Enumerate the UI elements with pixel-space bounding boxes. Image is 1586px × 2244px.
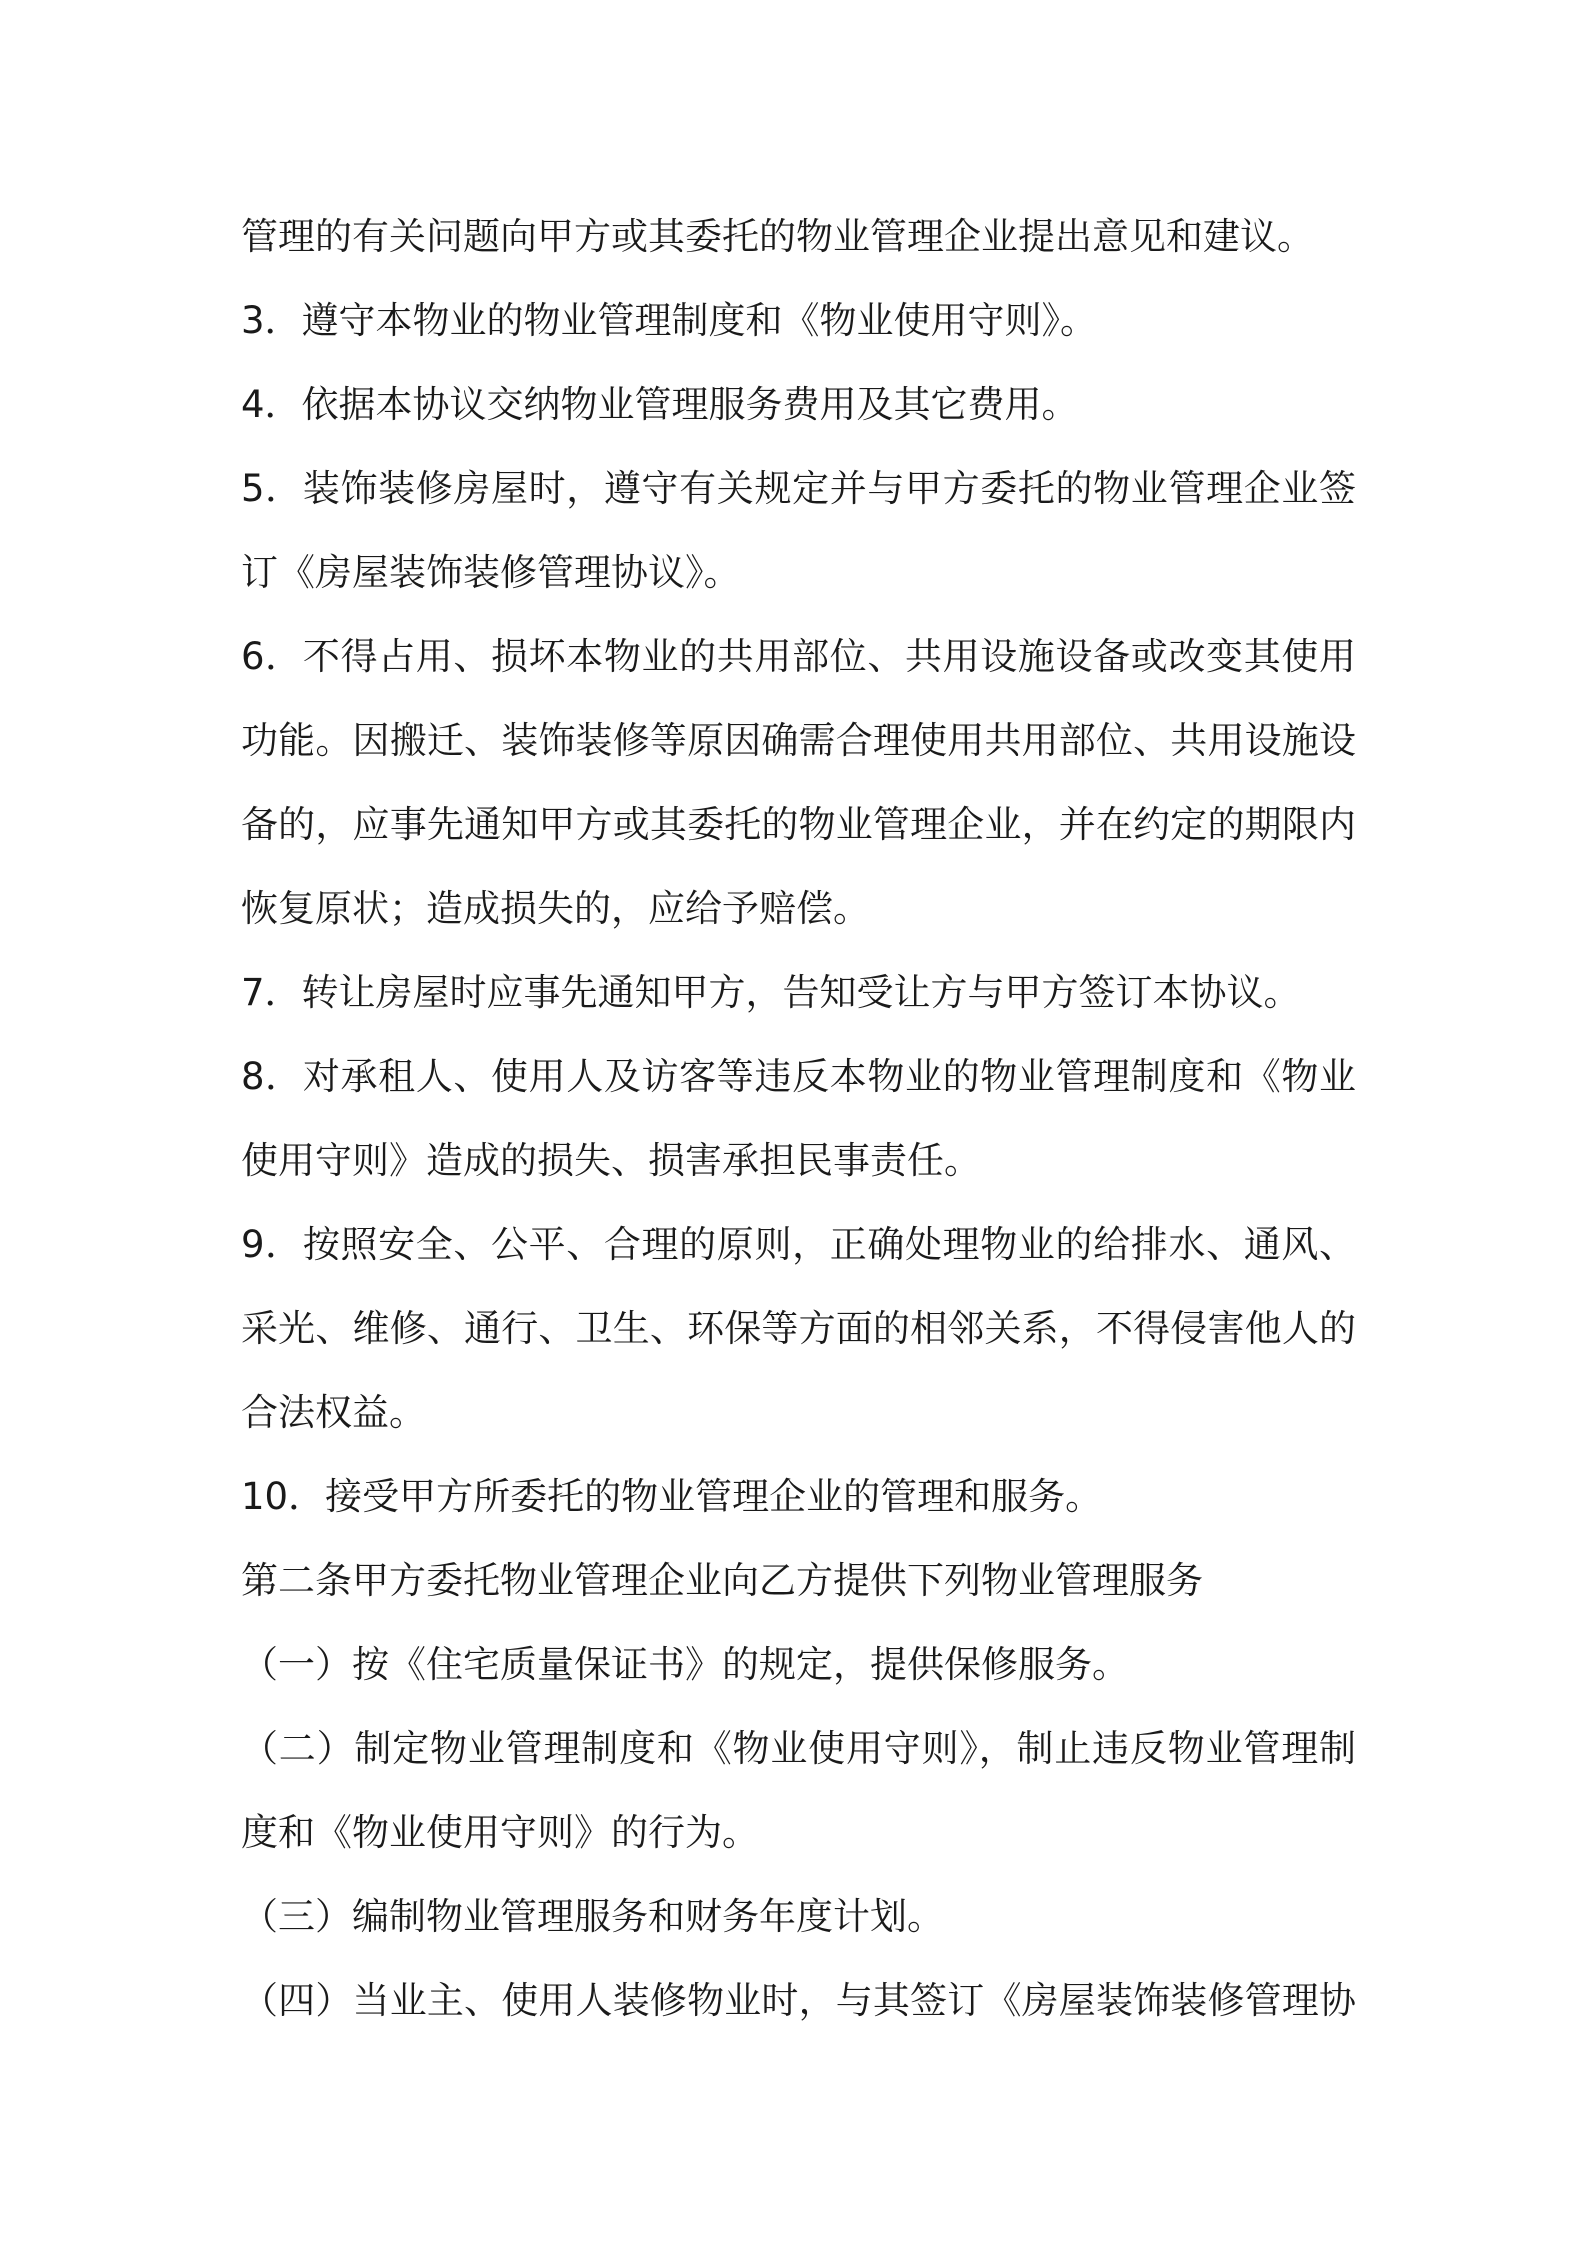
text-line: 功能。因搬迁、装饰装修等原因确需合理使用共用部位、共用设施设 <box>241 719 1356 762</box>
text-line: （四）当业主、使用人装修物业时，与其签订《房屋装饰装修管理协 <box>241 1979 1356 2022</box>
text-line: （三）编制物业管理服务和财务年度计划。 <box>241 1895 944 1938</box>
text-line: 9．按照安全、公平、合理的原则，正确处理物业的给排水、通风、 <box>241 1223 1356 1266</box>
text-line: 合法权益。 <box>241 1391 426 1434</box>
text-line: 6．不得占用、损坏本物业的共用部位、共用设施设备或改变其使用 <box>241 635 1356 678</box>
text-line: 5．装饰装修房屋时，遵守有关规定并与甲方委托的物业管理企业签 <box>241 467 1356 510</box>
text-line: 备的，应事先通知甲方或其委托的物业管理企业，并在约定的期限内 <box>241 803 1356 846</box>
text-line: （一）按《住宅质量保证书》的规定，提供保修服务。 <box>241 1643 1129 1686</box>
text-line: 恢复原状；造成损失的，应给予赔偿。 <box>241 887 870 930</box>
text-line: 10．接受甲方所委托的物业管理企业的管理和服务。 <box>241 1475 1103 1518</box>
section-heading: 第二条甲方委托物业管理企业向乙方提供下列物业管理服务 <box>241 1559 1203 1602</box>
document-body <box>241 195 1356 2043</box>
text-line: 采光、维修、通行、卫生、环保等方面的相邻关系，不得侵害他人的 <box>241 1307 1356 1350</box>
text-line: 度和《物业使用守则》的行为。 <box>241 1811 759 1854</box>
text-line: （二）制定物业管理制度和《物业使用守则》，制止违反物业管理制 <box>241 1727 1356 1770</box>
text-line: 7．转让房屋时应事先通知甲方，告知受让方与甲方签订本协议。 <box>241 971 1301 1014</box>
text-line: 使用守则》造成的损失、损害承担民事责任。 <box>241 1139 981 1182</box>
text-line: 4．依据本协议交纳物业管理服务费用及其它费用。 <box>241 383 1079 426</box>
text-line: 3．遵守本物业的物业管理制度和《物业使用守则》。 <box>241 299 1098 342</box>
text-line: 管理的有关问题向甲方或其委托的物业管理企业提出意见和建议。 <box>241 215 1314 258</box>
text-line: 8．对承租人、使用人及访客等违反本物业的物业管理制度和《物业 <box>241 1055 1356 1098</box>
text-line: 订《房屋装饰装修管理协议》。 <box>241 551 741 594</box>
